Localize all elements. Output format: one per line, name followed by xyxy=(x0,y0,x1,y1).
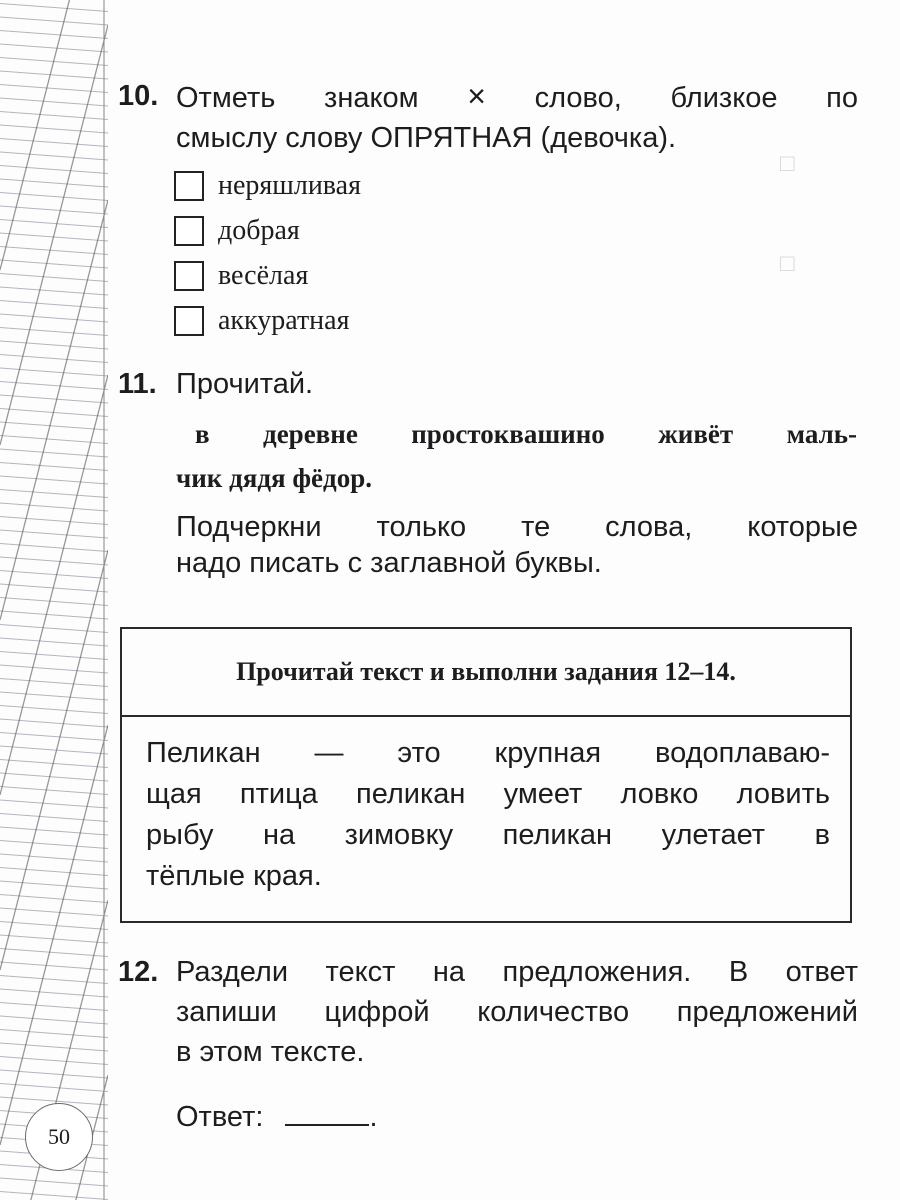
margin-rule-line xyxy=(0,638,108,646)
option-label: аккуратная xyxy=(218,305,350,336)
margin-rule-line xyxy=(0,652,108,660)
task-number: 12. xyxy=(118,956,159,988)
margin-rule-line xyxy=(0,854,108,862)
passage-line: тёплые края. xyxy=(146,860,322,892)
margin-rule-line xyxy=(0,571,108,579)
margin-rule-line xyxy=(0,341,108,349)
answer-period: . xyxy=(369,1101,378,1133)
margin-rule-line xyxy=(0,503,108,511)
margin-rule-line xyxy=(0,679,108,687)
margin-rule-line xyxy=(0,139,108,147)
margin-rule-line xyxy=(0,355,108,363)
margin-rule-line xyxy=(0,1070,108,1078)
task-number: 10. xyxy=(118,80,159,112)
option-label: добрая xyxy=(218,215,300,246)
margin-rule-line xyxy=(0,1003,108,1011)
margin-rule-line xyxy=(0,395,108,403)
margin-rule-line xyxy=(0,490,108,498)
task-11-instruction-line-2: надо писать с заглавной буквы. xyxy=(176,547,602,579)
margin-slant-line xyxy=(0,550,108,970)
margin-rule-line xyxy=(0,922,108,930)
margin-rule-line xyxy=(0,530,108,538)
passage-line: щая птица пеликан умеет ловко ловить xyxy=(146,778,830,810)
task-10 xyxy=(118,76,858,158)
option-row xyxy=(174,213,300,249)
margin-rule-line xyxy=(0,71,108,79)
task-text: слово, близкое по xyxy=(534,82,858,114)
passage-text xyxy=(146,733,830,897)
margin-rule-line xyxy=(0,895,108,903)
margin-rule-line xyxy=(0,220,108,228)
task-number: 11. xyxy=(118,368,157,400)
margin-rule-line xyxy=(0,328,108,336)
option-checkbox[interactable] xyxy=(174,261,204,291)
margin-rule-line xyxy=(0,1016,108,1024)
margin-rule-line xyxy=(0,179,108,187)
margin-rule-line xyxy=(0,625,108,633)
option-checkbox[interactable] xyxy=(174,306,204,336)
margin-rule-line xyxy=(0,517,108,525)
margin-rule-line xyxy=(0,476,108,484)
option-checkbox[interactable] xyxy=(174,171,204,201)
option-label: весёлая xyxy=(218,260,309,291)
margin-rule-line xyxy=(0,1057,108,1065)
margin-rule-line xyxy=(0,112,108,120)
margin-rule-line xyxy=(0,125,108,133)
margin-rule-line xyxy=(0,800,108,808)
ruled-margin-lines xyxy=(0,0,108,1200)
margin-rule-line xyxy=(0,422,108,430)
margin-rule-line xyxy=(0,247,108,255)
page-number: 50 xyxy=(25,1103,93,1171)
dictation-sentence-line-2: чик дядя фёдор. xyxy=(176,463,372,493)
option-row xyxy=(174,168,361,204)
margin-rule-line xyxy=(0,31,108,39)
margin-rule-line xyxy=(0,814,108,822)
margin-rule-line xyxy=(0,287,108,295)
answer-row xyxy=(176,1096,378,1137)
margin-rule-line xyxy=(0,44,108,52)
task-12-line-3: в этом тексте. xyxy=(176,1036,365,1068)
margin-rule-line xyxy=(0,449,108,457)
margin-rule-line xyxy=(0,1084,108,1092)
bleed-through-text: □ xyxy=(780,250,795,277)
margin-rule-line xyxy=(0,692,108,700)
option-checkbox[interactable] xyxy=(174,216,204,246)
task-11 xyxy=(118,364,858,404)
margin-rule-line xyxy=(0,989,108,997)
margin-rule-line xyxy=(0,949,108,957)
margin-rule-line xyxy=(0,1178,108,1186)
margin-rule-line xyxy=(0,98,108,106)
margin-rule-line xyxy=(0,463,108,471)
margin-rule-line xyxy=(0,1043,108,1051)
answer-label: Ответ: xyxy=(176,1101,264,1133)
option-row xyxy=(174,303,349,339)
cross-mark-symbol: × xyxy=(467,78,486,114)
option-label: неряшливая xyxy=(218,170,361,201)
task-text: смыслу слову xyxy=(176,122,363,154)
dictation-sentence-line-1: в деревне простоквашино живёт маль- xyxy=(195,419,857,449)
task-12 xyxy=(118,952,858,1072)
margin-rule-line xyxy=(0,665,108,673)
task-10-line-2 xyxy=(176,118,858,158)
margin-slant-line xyxy=(0,0,108,270)
margin-rule-line xyxy=(0,4,108,12)
margin-rule-line xyxy=(0,841,108,849)
bleed-through-text: □ xyxy=(780,150,795,177)
passage-line: рыбу на зимовку пеликан улетает в xyxy=(146,819,830,851)
task-11-instruction: Прочитай. xyxy=(176,368,314,400)
margin-rule-line xyxy=(0,881,108,889)
margin-rule-line xyxy=(0,544,108,552)
margin-rule-line xyxy=(0,746,108,754)
task-10-line-1 xyxy=(176,76,858,118)
task-11-instruction-line-1: Подчеркни только те слова, которые xyxy=(176,511,858,543)
key-word: ОПРЯТНАЯ xyxy=(370,122,533,154)
margin-rule-line xyxy=(0,827,108,835)
margin-rule-line xyxy=(0,976,108,984)
task-text: Отметь знаком xyxy=(176,82,419,114)
margin-rule-line xyxy=(0,719,108,727)
margin-rule-line xyxy=(0,193,108,201)
margin-rule-line xyxy=(0,314,108,322)
answer-blank[interactable] xyxy=(285,1096,369,1126)
margin-rule-line xyxy=(0,706,108,714)
frame-heading: Прочитай текст и выполни задания 12–14. xyxy=(122,629,850,717)
margin-rule-line xyxy=(0,152,108,160)
ruled-margin-strip xyxy=(0,0,108,1200)
reading-passage-frame xyxy=(120,627,852,923)
task-12-line-1: Раздели текст на предложения. В ответ xyxy=(176,956,858,988)
margin-rule-line xyxy=(0,1192,108,1200)
margin-rule-line xyxy=(0,368,108,376)
margin-rule-line xyxy=(0,274,108,282)
option-row xyxy=(174,258,308,294)
margin-rule-line xyxy=(0,773,108,781)
margin-rule-line xyxy=(0,17,108,25)
task-12-line-2: запиши цифрой количество предложений xyxy=(176,996,858,1028)
margin-rule-line xyxy=(0,598,108,606)
margin-rule-line xyxy=(0,166,108,174)
margin-rule-line xyxy=(0,301,108,309)
passage-line: Пеликан — это крупная водоплаваю- xyxy=(146,737,830,769)
margin-rule-line xyxy=(0,1030,108,1038)
task-text: (девочка). xyxy=(540,122,677,154)
margin-rule-line xyxy=(0,868,108,876)
